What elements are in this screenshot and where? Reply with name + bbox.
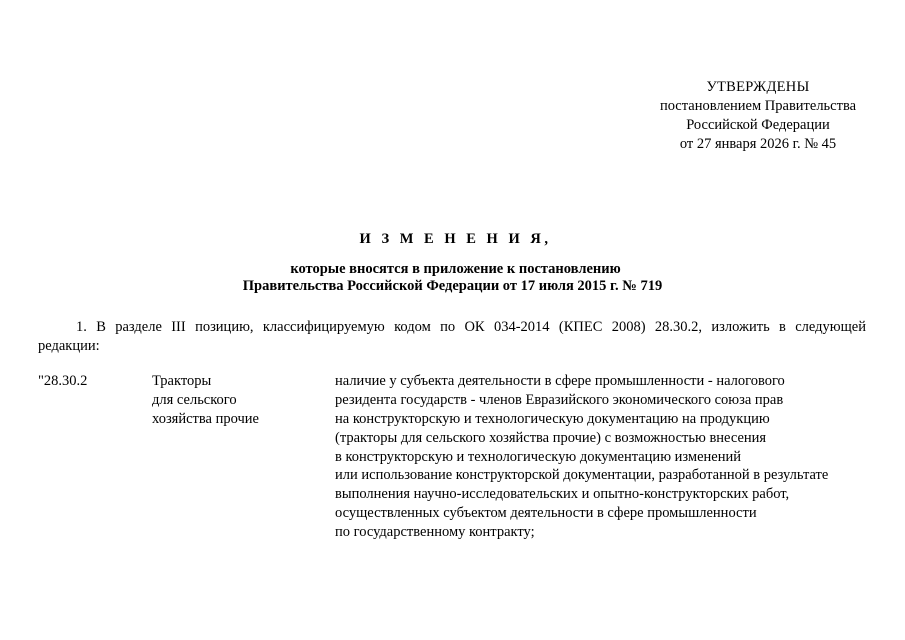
name-line: Тракторы xyxy=(152,373,212,389)
description-line: или использование конструкторской документации, разработанной в результате xyxy=(335,467,829,484)
description-line: выполнения научно-исследовательских и опытно-конструкторских работ, xyxy=(335,486,790,503)
approval-line-date: от 27 января 2026 г. № 45 xyxy=(679,136,837,152)
code-column xyxy=(38,372,87,391)
approval-title: УТВЕРЖДЕНЫ xyxy=(706,79,810,95)
description-line: в конструкторскую и технологическую документацию изменений xyxy=(335,448,742,465)
description-column xyxy=(335,372,828,542)
approval-block xyxy=(560,78,905,154)
heading-title: И З М Е Н Е Н И Я, xyxy=(359,231,552,247)
description-line: наличие у субъекта деятельности в сфере промышленности - налогового xyxy=(335,373,785,389)
paragraph-line-2: редакции: xyxy=(38,338,100,354)
approval-line-authority: постановлением Правительства xyxy=(659,98,857,114)
amendment-paragraph xyxy=(38,318,866,356)
paragraph-line-1: 1. В разделе III позицию, классифицируемую кодом по ОК 034-2014 (КПЕС 2008) 28.30.2, изложить в следующей xyxy=(76,319,866,335)
description-line: на конструкторскую и технологическую документацию на продукцию xyxy=(335,410,770,427)
heading-subtitle-line-2: Правительства Российской Федерации от 17 июля 2015 г. № 719 xyxy=(242,278,663,294)
document-heading xyxy=(0,230,905,295)
approval-line-country: Российской Федерации xyxy=(686,117,830,133)
heading-subtitle-line-1: которые вносятся в приложение к постановлению xyxy=(290,261,621,277)
name-column xyxy=(152,372,259,429)
description-line: по государственному контракту; xyxy=(335,524,535,541)
description-line: резидента государств - членов Евразийского экономического союза прав xyxy=(335,391,784,408)
name-line: для сельского xyxy=(152,391,237,408)
position-code: "28.30.2 xyxy=(38,373,88,389)
name-line: хозяйства прочие xyxy=(152,410,259,427)
description-line: (тракторы для сельского хозяйства прочие) с возможностью внесения xyxy=(335,429,767,446)
description-line: осуществленных субъектом деятельности в сфере промышленности xyxy=(335,505,757,522)
